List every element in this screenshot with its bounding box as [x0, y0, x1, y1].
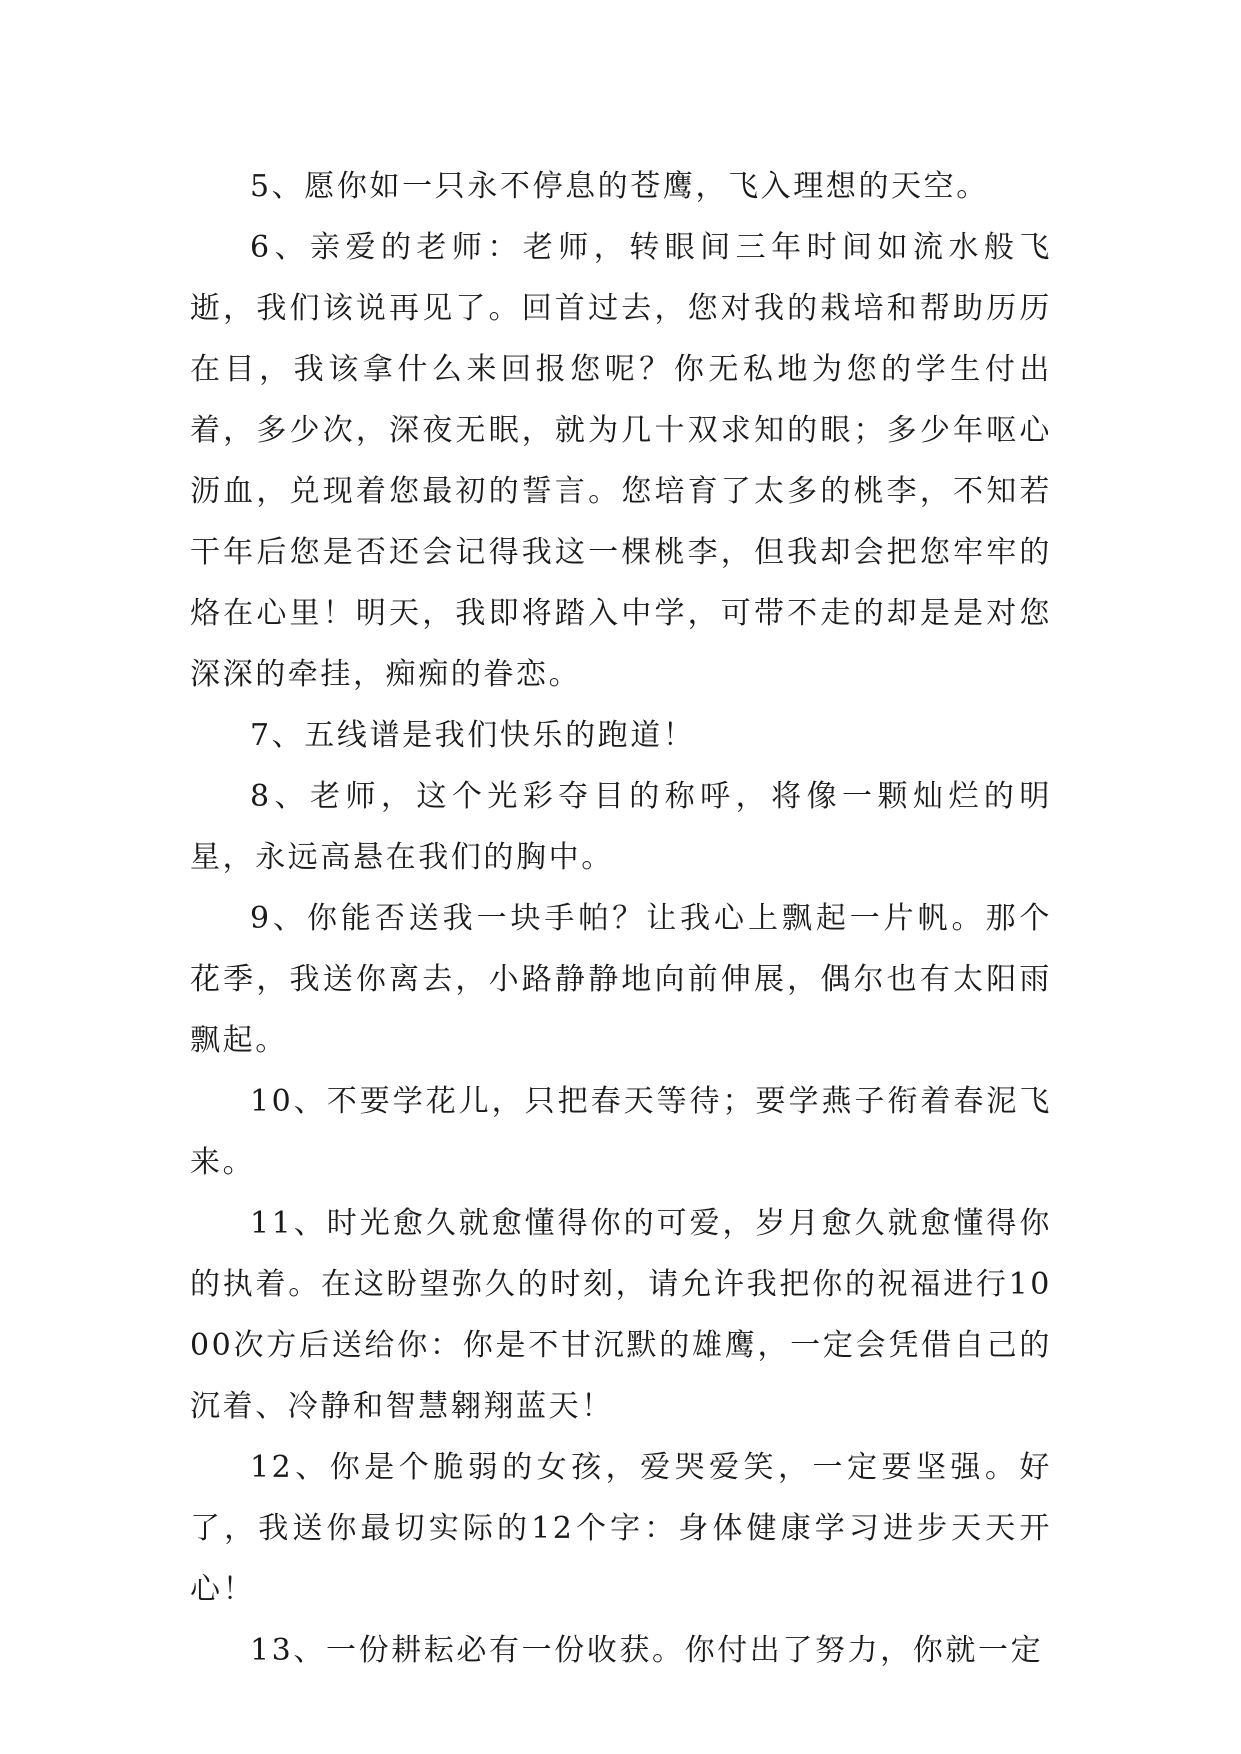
- paragraph-10: 10、不要学花儿，只把春天等待；要学燕子衔着春泥飞来。: [190, 1084, 1052, 1180]
- paragraph-8: 8、老师，这个光彩夺目的称呼，将像一颗灿烂的明星，永远高悬在我们的胸中。: [190, 779, 1052, 875]
- paragraph-11: 11、时光愈久就愈懂得你的可爱，岁月愈久就愈懂得你的执着。在这盼望弥久的时刻，请允许我把你的祝福进行1000次方后送给你：你是不甘沉默的雄鹰，一定会凭借自己的沉着、冷静和智慧翱翔蓝天！: [190, 1206, 1052, 1424]
- paragraph-6: 6、亲爱的老师：老师，转眼间三年时间如流水般飞逝，我们该说再见了。回首过去，您对我的栽培和帮助历历在目，我该拿什么来回报您呢？你无私地为您的学生付出着，多少次，深夜无眠，就为几十双求知的眼；多少年呕心沥血，兑现着您最初的誓言。您培育了太多的桃李，不知若干年后您是否还会记得我这一棵桃李，但我却会把您牢牢的烙在心里！明天，我即将踏入中学，可带不走的却是是对您深深的牵挂，痴痴的眷恋。: [190, 230, 1052, 692]
- paragraph-5: 5、愿你如一只永不停息的苍鹰，飞入理想的天空。: [250, 169, 989, 204]
- paragraph-13: 13、一份耕耘必有一份收获。你付出了努力，你就一定: [250, 1633, 1044, 1668]
- paragraph-7: 7、五线谱是我们快乐的跑道！: [250, 718, 696, 753]
- document-body: [190, 156, 1052, 1681]
- paragraph-12: 12、你是个脆弱的女孩，爱哭爱笑，一定要坚强。好了，我送你最切实际的12个字：身体健康学习进步天天开心！: [190, 1450, 1052, 1607]
- paragraph-9: 9、你能否送我一块手帕？让我心上飘起一片帆。那个花季，我送你离去，小路静静地向前伸展，偶尔也有太阳雨飘起。: [190, 901, 1052, 1058]
